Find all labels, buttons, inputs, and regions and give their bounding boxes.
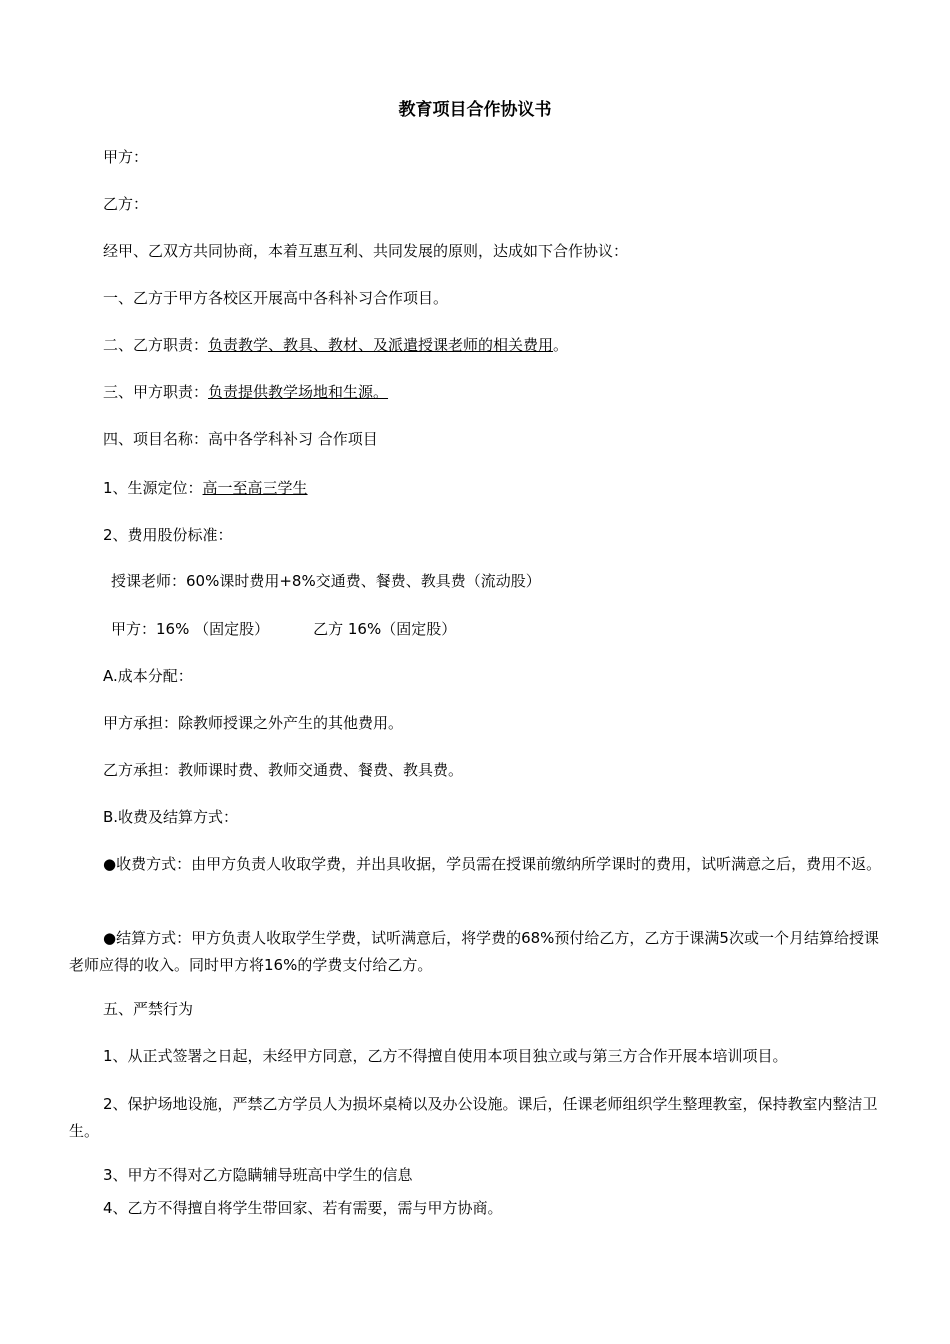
clause-4: 四、项目名称：高中各学科补习 合作项目 <box>103 430 378 448</box>
party-b-costs: 乙方承担：教师课时费、教师交通费、餐费、教具费。 <box>103 761 464 779</box>
party-a-costs: 甲方承担：除教师授课之外产生的其他费用。 <box>103 714 404 732</box>
sub-item-1-label: 1、生源定位： <box>103 479 203 497</box>
sub-item-2: 2、费用股份标准： <box>103 526 233 544</box>
clause-5: 五、严禁行为 <box>103 1000 194 1018</box>
ban-2-paragraph: 2、保护场地设施，严禁乙方学员人为损坏桌椅以及办公设施。课后，任课老师组织学生整理教室，保持教室内整洁卫生。 <box>69 1095 878 1140</box>
settlement-heading: B.收费及结算方式： <box>103 808 239 826</box>
student-target: 高一至高三学生 <box>202 479 308 497</box>
clause-2 <box>103 334 568 356</box>
sub-item-1 <box>103 477 308 499</box>
settlement-method-paragraph: ●结算方式：甲方负责人收取学生学费，试听满意后，将学费的68%预付给乙方，乙方于课满5次或一个月结算给授课老师应得的收入。同时甲方将16%的学费支付给乙方。 <box>69 929 879 974</box>
party-b-share: 乙方 16%（固定股） <box>313 620 457 638</box>
document-title: 教育项目合作协议书 <box>398 100 552 120</box>
fixed-shares <box>111 618 456 640</box>
clause-3 <box>103 381 388 403</box>
clause-2-duties: 负责教学、教具、教材、及派遣授课老师的相关费用 <box>208 336 554 354</box>
clause-2-end: 。 <box>553 336 569 354</box>
party-b-line: 乙方： <box>103 195 149 213</box>
fee-method-paragraph: ●收费方式：由甲方负责人收取学费，并出具收据，学员需在授课前缴纳所学课时的费用，试听满意之后，费用不返。 <box>103 855 882 873</box>
teacher-share: 授课老师：60%课时费用+8%交通费、餐费、教具费（流动股） <box>111 572 541 590</box>
ban-4: 4、乙方不得擅自将学生带回家、若有需要，需与甲方协商。 <box>103 1199 503 1217</box>
clause-3-label: 三、甲方职责： <box>103 383 209 401</box>
clause-1: 一、乙方于甲方各校区开展高中各科补习合作项目。 <box>103 289 449 307</box>
cost-heading: A.成本分配： <box>103 667 193 685</box>
intro-paragraph: 经甲、乙双方共同协商，本着互惠互利、共同发展的原则，达成如下合作协议： <box>103 242 629 260</box>
clause-3-duties: 负责提供教学场地和生源。 <box>208 383 389 401</box>
clause-2-label: 二、乙方职责： <box>103 336 209 354</box>
party-a-share: 甲方：16% （固定股） <box>111 620 270 638</box>
ban-1: 1、从正式签署之日起，未经甲方同意，乙方不得擅自使用本项目独立或与第三方合作开展本培训项目。 <box>103 1047 788 1065</box>
party-a-line: 甲方： <box>103 148 149 166</box>
ban-3: 3、甲方不得对乙方隐瞒辅导班高中学生的信息 <box>103 1166 413 1184</box>
